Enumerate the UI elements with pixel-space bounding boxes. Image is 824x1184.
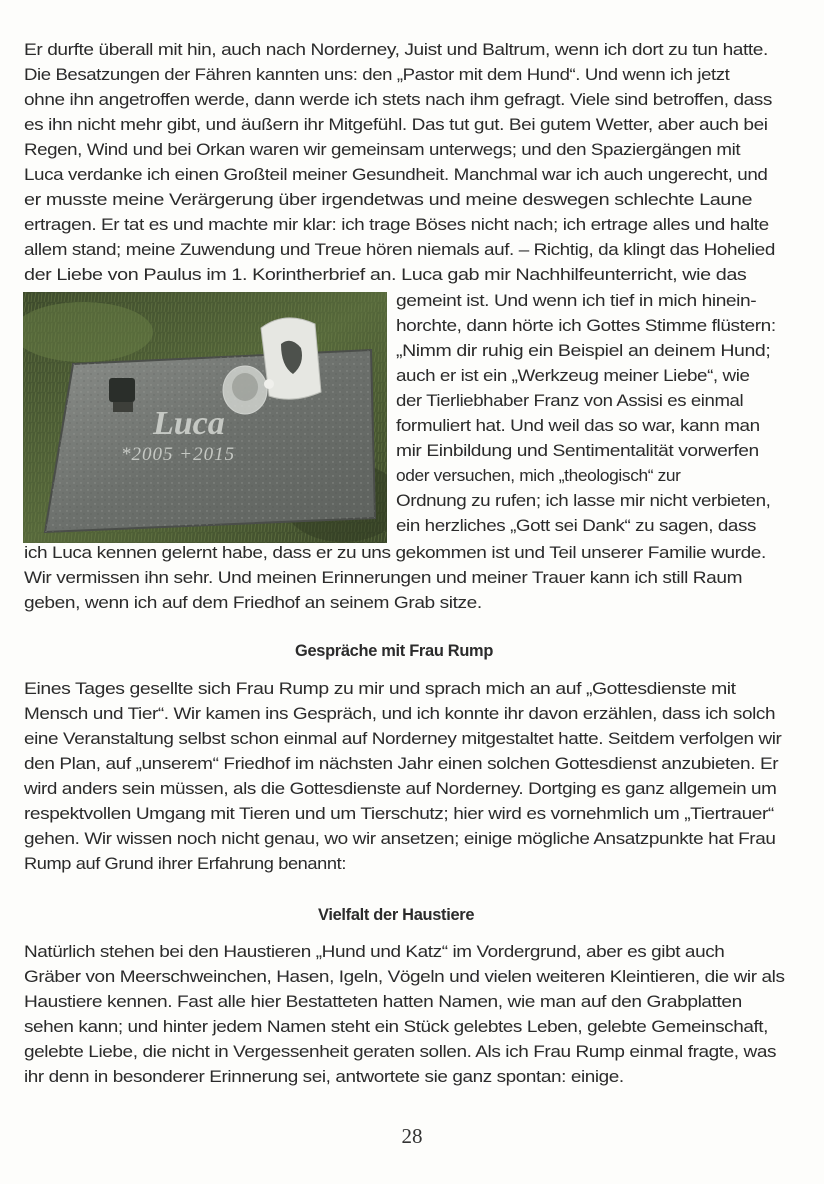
text-line: Die Besatzungen der Fähren kannten uns: den „Pastor mit dem Hund“. Und wenn ich jetzt (24, 66, 730, 84)
text-line: er musste meine Verärgerung über irgendetwas und meine deswegen schlechte Laune (24, 191, 753, 209)
text-line: ohne ihn angetroffen werde, dann werde ich stets nach ihm gefragt. Viele sind betroffen, dass (24, 91, 772, 109)
text-line: Gräber von Meerschweinchen, Hasen, Igeln, Vögeln und vielen weiteren Kleintieren, die wir als (24, 968, 785, 986)
text-line: es ihn nicht mehr gibt, und äußern ihr Mitgefühl. Das tut gut. Bei gutem Wetter, aber auch bei (24, 116, 768, 134)
text-line: mir Einbildung und Sentimentalität vorwerfen (396, 442, 759, 460)
text-line: auch er ist ein „Werkzeug meiner Liebe“, wie (396, 367, 750, 385)
page-number: 28 (401, 1124, 423, 1148)
text-line: ich Luca kennen gelernt habe, dass er zu uns gekommen ist und Teil unserer Familie wurde. (24, 544, 766, 562)
text-line: Er durfte überall mit hin, auch nach Norderney, Juist und Baltrum, wenn ich dort zu tun hatte. (24, 41, 768, 59)
engraving-dates: *2005 +2015 (121, 444, 236, 465)
text-line: sehen kann; und hinter jedem Namen steht ein Stück gelebtes Leben, gelebte Gemeinschaft, (24, 1018, 769, 1036)
text-line: der Liebe von Paulus im 1. Korintherbrief an. Luca gab mir Nachhilfeunterricht, wie das (24, 266, 747, 284)
text-line: Haustiere kennen. Fast alle hier Bestatteten hatten Namen, wie man auf den Grabplatten (24, 993, 742, 1011)
text-line: Luca verdanke ich einen Großteil meiner Gesundheit. Manchmal war ich auch ungerecht, und (24, 166, 768, 184)
text-line: oder versuchen, mich „theologisch“ zur (396, 467, 681, 485)
text-line: allem stand; meine Zuwendung und Treue hören niemals auf. – Richtig, da klingt das Hohelied (24, 241, 775, 259)
text-line: Regen, Wind und bei Orkan waren wir gemeinsam unterwegs; und den Spaziergängen mit (24, 141, 741, 159)
text-line: formuliert hat. Und weil das so war, kann man (396, 417, 760, 435)
text-line: ihr denn in besonderer Erinnerung sei, antwortete sie ganz spontan: einige. (24, 1068, 624, 1086)
grave-photo (23, 292, 387, 543)
text-line: gemeint ist. Und wenn ich tief in mich hinein- (396, 292, 757, 310)
text-line: Rump auf Grund ihrer Erfahrung benannt: (24, 855, 346, 873)
section-heading: Gespräche mit Frau Rump (295, 642, 494, 660)
text-line: „Nimm dir ruhig ein Beispiel an deinem Hund; (396, 342, 771, 360)
text-line: respektvollen Umgang mit Tieren und um Tierschutz; hier wird es vornehmlich um „Tiertrauer“ (24, 805, 774, 823)
text-line: eine Veranstaltung selbst schon einmal auf Norderney mitgestaltet hatte. Seitdem verfolgen wir (24, 730, 782, 748)
text-line: Mensch und Tier“. Wir kamen ins Gespräch, und ich konnte ihr davon erzählen, dass ich solch (24, 705, 776, 723)
engraving-name: Luca (153, 405, 225, 442)
text-line: gelebte Liebe, die nicht in Vergessenheit geraten sollen. Als ich Frau Rump einmal fragte, was (24, 1043, 777, 1061)
text-line: den Plan, auf „unserem“ Friedhof im nächsten Jahr einen solchen Gottesdienst anzubieten. Er (24, 755, 779, 773)
text-line: Natürlich stehen bei den Haustieren „Hund und Katz“ im Vordergrund, aber es gibt auch (24, 943, 725, 961)
text-line: Wir vermissen ihn sehr. Und meinen Erinnerungen und meiner Trauer kann ich still Raum (24, 569, 743, 587)
text-line: geben, wenn ich auf dem Friedhof an seinem Grab sitze. (24, 594, 482, 612)
text-line: wird anders sein müssen, als die Gottesdienste auf Norderney. Dortging es ganz allgemein um (24, 780, 777, 798)
section-heading: Vielfalt der Haustiere (318, 906, 475, 924)
text-line: Eines Tages gesellte sich Frau Rump zu mir und sprach mich an auf „Gottesdienste mit (24, 680, 736, 698)
text-line: ertragen. Er tat es und machte mir klar: ich trage Böses nicht nach; ich ertrage alles und halte (24, 216, 769, 234)
text-line: der Tierliebhaber Franz von Assisi es einmal (396, 392, 744, 410)
text-line: Ordnung zu rufen; ich lasse mir nicht verbieten, (396, 492, 771, 510)
text-line: gehen. Wir wissen noch nicht genau, wo wir ansetzen; einige mögliche Ansatzpunkte hat Frau (24, 830, 776, 848)
text-line: horchte, dann hörte ich Gottes Stimme flüstern: (396, 317, 776, 335)
text-line: ein herzliches „Gott sei Dank“ zu sagen, dass (396, 517, 756, 535)
